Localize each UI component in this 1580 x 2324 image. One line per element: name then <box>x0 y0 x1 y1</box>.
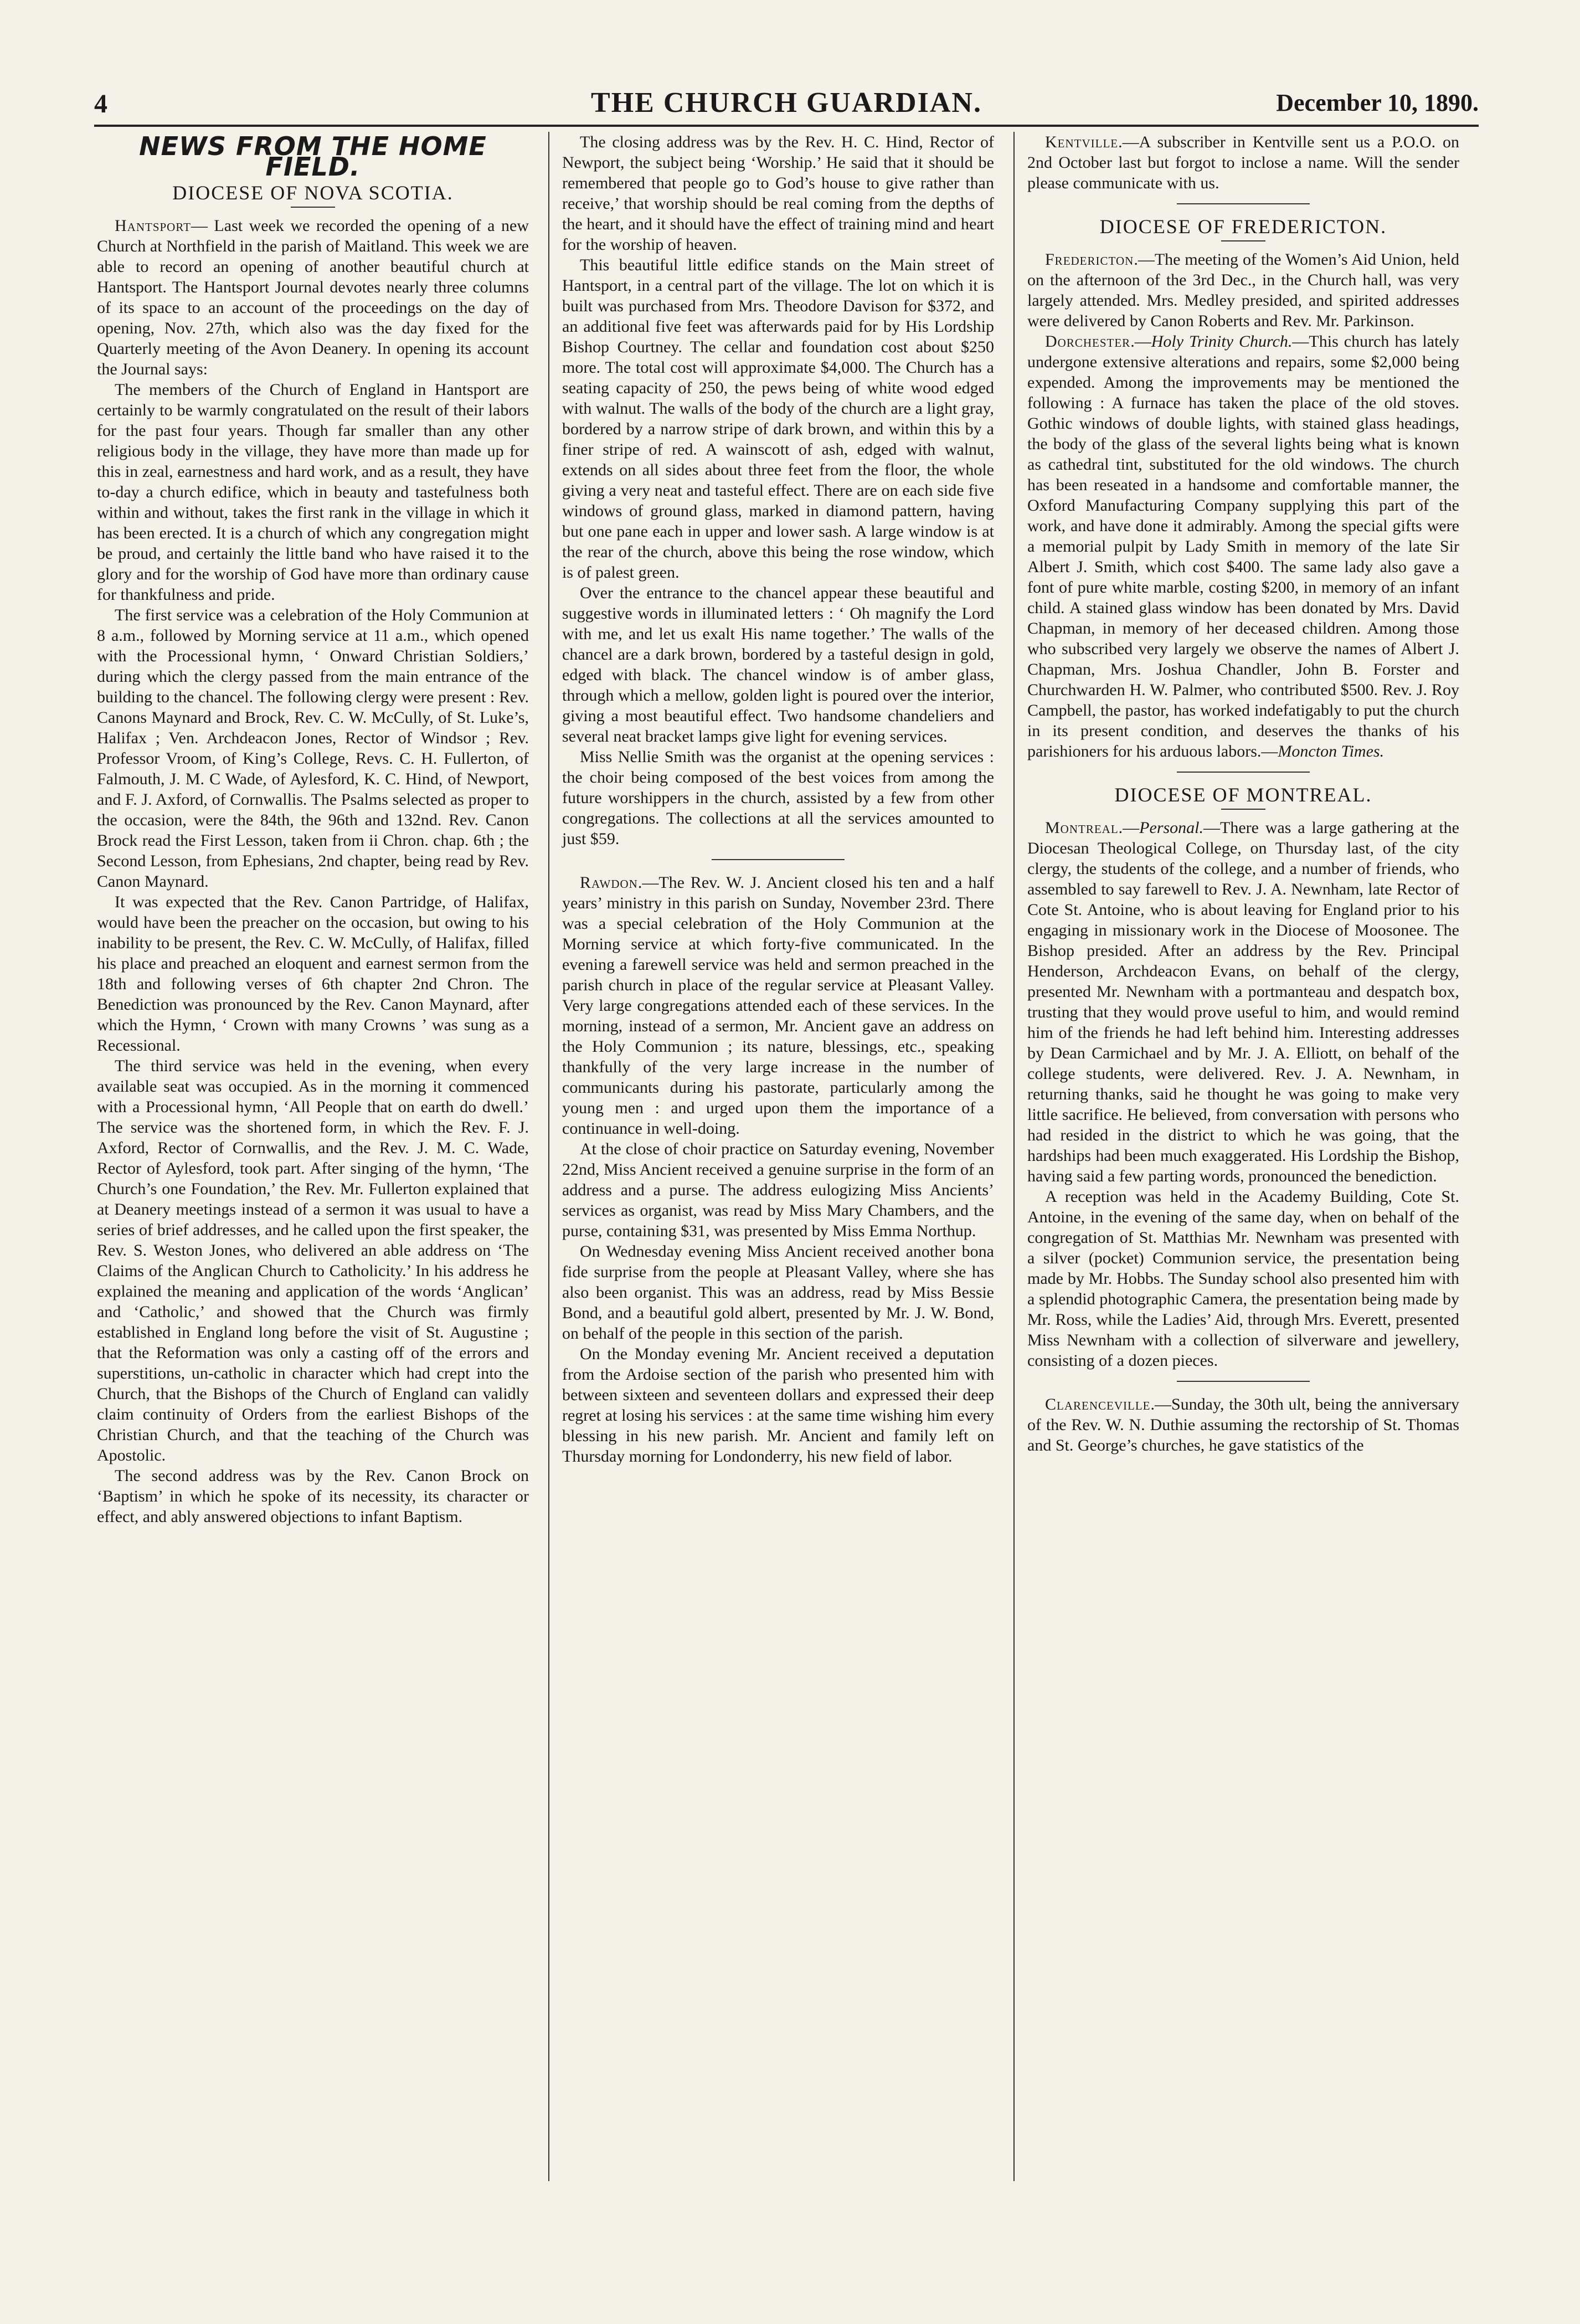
article-paragraph: On the Monday evening Mr. Ancient received a deputation from the Ardoise section of the parish who presented him with between sixteen and seventeen dollars and expressed their deep regret at losing his services : at the same time wishing him every blessing in his new parish. Mr. Ancient and family left on Thursday morning for Londonderry, his new field of labor. <box>562 1345 994 1466</box>
article-paragraph: A reception was held in the Academy Building, Cote St. Antoine, in the evening of the same day, when on behalf of the congregation of St. Matthias Mr. Newnham was presented with a silver (pocket) Communion service, the presentation being made by Mr. Hobbs. The Sunday school also presented him with a splendid photographic Camera, the presentation being made by Mr. Ross, while the Ladies’ Aid, through Mrs. Everett, presented Miss Newnham with a collection of silverware and jewellery, consisting of a dozen pieces. <box>1027 1187 1459 1370</box>
article-paragraph: At the close of choir practice on Saturday evening, November 22nd, Miss Ancient received a genuine surprise in the form of an address and a purse. The address eulogizing Miss Ancients’ services as organist, was read by Miss Mary Chambers, and the purse, containing $31, was presented by Miss Emma Northup. <box>562 1140 994 1240</box>
header-rule <box>94 125 1479 127</box>
diocese-heading: DIOCESE OF NOVA SCOTIA. <box>172 182 454 204</box>
column-2 <box>562 132 994 1467</box>
column-1 <box>97 132 529 1527</box>
column-3 <box>1027 132 1459 1456</box>
issue-date: December 10, 1890. <box>1276 89 1479 116</box>
divider <box>712 859 845 860</box>
article-paragraph: Over the entrance to the chancel appear these beautiful and suggestive words in illuminated letters : ‘ Oh magnify the Lord with me, and let us exalt His name together.’ The walls of the chancel are a dark brown, bordered by a tasteful design in gold, edged with black. The chancel window is of amber glass, through which a mellow, golden light is poured over the interior, giving a most beautiful effect. Two handsome chandeliers and several neat bracket lamps give light for evening services. <box>562 584 994 745</box>
column-divider <box>548 132 549 2181</box>
divider <box>1177 772 1310 773</box>
subheading: Holy Trinity Church. <box>1151 332 1293 351</box>
article-paragraph: It was expected that the Rev. Canon Partridge, of Halifax, would have been the preacher on the occasion, but owing to his inability to be present, the Rev. C. W. McCully, of Halifax, filled his place and preached an eloquent and earnest sermon from the 18th and following verses of 6th chapter 2nd Chron. The Benediction was pronounced by the Rev. Canon Maynard, after which the Hymn, ‘ Crown with many Crowns ’ was sung as a Recessional. <box>97 893 529 1055</box>
article-paragraph: Montreal.—Personal.—There was a large gathering at the Diocesan Theological College, on Thursday last, of the city clergy, the students of the college, and a number of friends, who assembled to say farewell to Rev. J. A. Newnham, late Rector of Cote St. Antoine, who is about leaving for England prior to his engaging in missionary work in the Diocese of Moosonee. The Bishop presided. After an address by the Rev. Principal Henderson, Archdeacon Evans, on behalf of the clergy, presented Mr. Newnham with a portmanteau and despatch box, trusting that they would prove useful to him, and would remind him of the friends he had left behind him. Interesting addresses by Dean Carmichael and by Mr. J. A. Elliott, on behalf of the college students, were delivered. Rev. J. A. Newnham, in returning thanks, said he thought he was going to make very little sacrifice. He believed, from conversation with persons who had resided in the district to which he was going, that the hardships had been much exaggerated. His Lordship the Bishop, having said a few parting words, pronounced the benediction. <box>1027 819 1459 1185</box>
dateline: Clarenceville <box>1045 1395 1151 1413</box>
diocese-heading: DIOCESE OF MONTREAL. <box>1114 784 1372 806</box>
article-paragraph: Fredericton.—The meeting of the Women’s Aid Union, held on the afternoon of the 3rd Dec., in the Church hall, was very largely attended. Mrs. Medley presided, and spirited addresses were delivered by Canon Roberts and Rev. Mr. Parkinson. <box>1027 250 1459 330</box>
dateline: Rawdon <box>580 873 638 892</box>
article-paragraph: Miss Nellie Smith was the organist at the opening services : the choir being composed of the best voices from among the future worshippers in the church, assisted by a few from other congregations. The collections at all the services amounted to just $59. <box>562 748 994 848</box>
masthead <box>94 83 1479 122</box>
article-paragraph: The members of the Church of England in Hantsport are certainly to be warmly congratulated on the result of their labors for the past four years. Though far smaller than any other religious body in the village, they have more than made up for this in zeal, earnestness and hard work, and as a result, they have to-day a church edifice, which in beauty and tastefulness both within and without, takes the first rank in the village in which it has been erected. It is a church of which any congregation might be proud, and certainly the little band who have raised it to the glory and for the worship of God have more than ordinary cause for thankfulness and pride. <box>97 381 529 604</box>
newspaper-title: THE CHURCH GUARDIAN. <box>591 87 982 119</box>
divider <box>1221 809 1265 810</box>
dateline: Hantsport <box>115 217 191 235</box>
dateline: Dorchester <box>1045 332 1131 351</box>
article-paragraph: Clarenceville.—Sunday, the 30th ult, being the anniversary of the Rev. W. N. Duthie assuming the rectorship of St. Thomas and St. George’s churches, he gave statistics of the <box>1027 1395 1459 1454</box>
source-credit: Moncton Times. <box>1278 742 1385 760</box>
divider <box>291 207 335 208</box>
article-paragraph: Rawdon.—The Rev. W. J. Ancient closed his ten and a half years’ ministry in this parish on Sunday, November 23rd. There was a special celebration of the Holy Communion at the Morning service at which forty-five communicated. In the evening a farewell service was held and sermon preached in the parish church in place of the regular service at Pleasant Valley. Very large congregations attended each of these services. In the morning, instead of a sermon, Mr. Ancient gave an address on the Holy Communion ; its nature, blessings, etc., speaking thankfully of the very large increase in the number of communicants during his pastorate, particularly among the young men : and urged upon them the importance of a continuance in well-doing. <box>562 873 994 1138</box>
dateline: Kentville <box>1045 133 1119 151</box>
diocese-heading: DIOCESE OF FREDERICTON. <box>1099 215 1387 238</box>
article-paragraph: This beautiful little edifice stands on the Main street of Hantsport, in a central part of the village. The lot on which it is built was purchased from Mrs. Theodore Davison for $372, and an additional five feet was afterwards paid for by His Lordship Bishop Courtney. The cellar and foundation cost about $250 more. The total cost will approximate $4,000. The Church has a seating capacity of 250, the pews being of white wood edged with walnut. The walls of the body of the church are a light gray, bordered by a narrow stripe of dark brown, and within this by a finer stripe of red. A wainscott of ash, edged with walnut, extends on all sides about three feet from the floor, the whole giving a very neat and tasteful effect. There are on each side five windows of ground glass, marked in diamond pattern, having but one pane each in upper and lower sash. A large window is at the rear of the church, above this being the rose window, which is of palest green. <box>562 256 994 582</box>
article-paragraph: Dorchester.—Holy Trinity Church.—This church has lately undergone extensive alterations and repairs, some $2,000 being expended. Among the improvements may be mentioned the following : A furnace has taken the place of the old stoves. Gothic windows of double lights, with stained glass headings, the body of the glass of the several lights being what is known as cathedral tint, substituted for the old windows. The church has been reseated in a handsome and comfortable manner, the Oxford Manufacturing Company supplying this part of the work, and have done it admirably. Among the special gifts were a memorial pulpit by Lady Smith in memory of the late Sir Albert J. Smith, which cost $400. The same lady also gave a font of pure white marble, costing $200, in memory of an infant child. A stained glass window has been donated by Mrs. David Chapman, in memory of her deceased children. Among those who subscribed very largely we observe the names of Albert J. Chapman, Mrs. Joshua Chandler, John B. Forster and Churchwarden H. W. Palmer, who contributed $500. Rev. J. Roy Campbell, the pastor, has worked indefatigably to put the church in its present condition, and deserves the thanks of his parishioners for his arduous labors.—Moncton Times. <box>1027 332 1459 760</box>
divider <box>1221 240 1265 241</box>
subheading: Personal. <box>1139 819 1203 837</box>
article-paragraph: The closing address was by the Rev. H. C. Hind, Rector of Newport, the subject being ‘Worship.’ He said that it should be remembered that people go to God’s house to give rather than receive,’ that worship should be real coming from the depths of the heart, and it should have the effect of training mind and heart for the worship of heaven. <box>562 133 994 254</box>
column-divider <box>1013 132 1015 2181</box>
divider <box>1177 203 1310 204</box>
article-paragraph: Hantsport— Last week we recorded the opening of a new Church at Northfield in the parish of Maitland. This week we are able to record an opening of another beautiful church at Hantsport. The Hantsport Journal devotes nearly three columns of its space to an account of the proceedings on the day of opening, Nov. 27th, which also was the day fixed for the Quarterly meeting of the Avon Deanery. In opening its account the Journal says: <box>97 217 529 378</box>
article-paragraph: The second address was by the Rev. Canon Brock on ‘Baptism’ in which he spoke of its necessity, its character or effect, and ably answered objections to infant Baptism. <box>97 1467 529 1526</box>
article-paragraph: The third service was held in the evening, when every available seat was occupied. As in the morning it commenced with a Processional hymn, ‘All People that on earth do dwell.’ The service was the shortened form, in which the Rev. F. J. Axford, Rector of Cornwallis, and the Rev. J. M. C. Wade, Rector of Aylesford, took part. After singing of the hymn, ‘The Church’s one Foundation,’ the Rev. Mr. Fullerton explained that at Deanery meetings instead of a sermon it was usual to have a series of brief addresses, and he called upon the first speaker, the Rev. S. Weston Jones, who delivered an able address on ‘The Claims of the Anglican Church to Catholicity.’ In his address he explained the meaning and application of the words ‘Anglican’ and ‘Catholic,’ and showed that the Church was firmly established in England long before the visit of St. Augustine ; that the Reformation was only a casting off of the errors and superstitions, un-catholic in character which had crept into the Church, that the Bishops of the Church of England can validly claim continuity of Orders from the earliest Bishops of the Christian Church, and that the teaching of the Church was Apostolic. <box>97 1057 529 1464</box>
article-paragraph: On Wednesday evening Miss Ancient received another bona fide surprise from the people at Pleasant Valley, where she has also been organist. This was an address, read by Miss Bessie Bond, and a beautiful gold albert, presented by Mr. J. W. Bond, on behalf of the people in this section of the parish. <box>562 1242 994 1343</box>
article-paragraph: Kentville.—A subscriber in Kentville sent us a P.O.O. on 2nd October last but forgot to inclose a name. Will the sender please communicate with us. <box>1027 133 1459 192</box>
dateline: Montreal <box>1045 819 1119 837</box>
page-number: 4 <box>94 89 107 119</box>
article-paragraph: The first service was a celebration of the Holy Communion at 8 a.m., followed by Morning service at 11 a.m., which opened with the Processional hymn, ‘ Onward Christian Soldiers,’ during which the clergy passed from the main entrance of the building to the chancel. The following clergy were present : Rev. Canons Maynard and Brock, Rev. C. W. McCully, of St. Luke’s, Halifax ; Ven. Archdeacon Jones, Rector of Windsor ; Rev. Professor Vroom, of King’s College, Revs. C. H. Fullerton, of Falmouth, J. M. C Wade, of Aylesford, K. C. Hind, of Newport, and F. J. Axford, of Cornwallis. The Psalms selected as proper to the occasion, were the 84th, the 96th and 132nd. Rev. Canon Brock read the First Lesson, taken from ii Chron. chap. 6th ; the Second Lesson, from Ephesians, 2nd chapter, being read by Rev. Canon Maynard. <box>97 606 529 891</box>
section-heading: NEWS FROM THE HOME FIELD. <box>139 131 487 182</box>
divider <box>1177 1381 1310 1382</box>
dateline: Fredericton <box>1045 250 1134 269</box>
